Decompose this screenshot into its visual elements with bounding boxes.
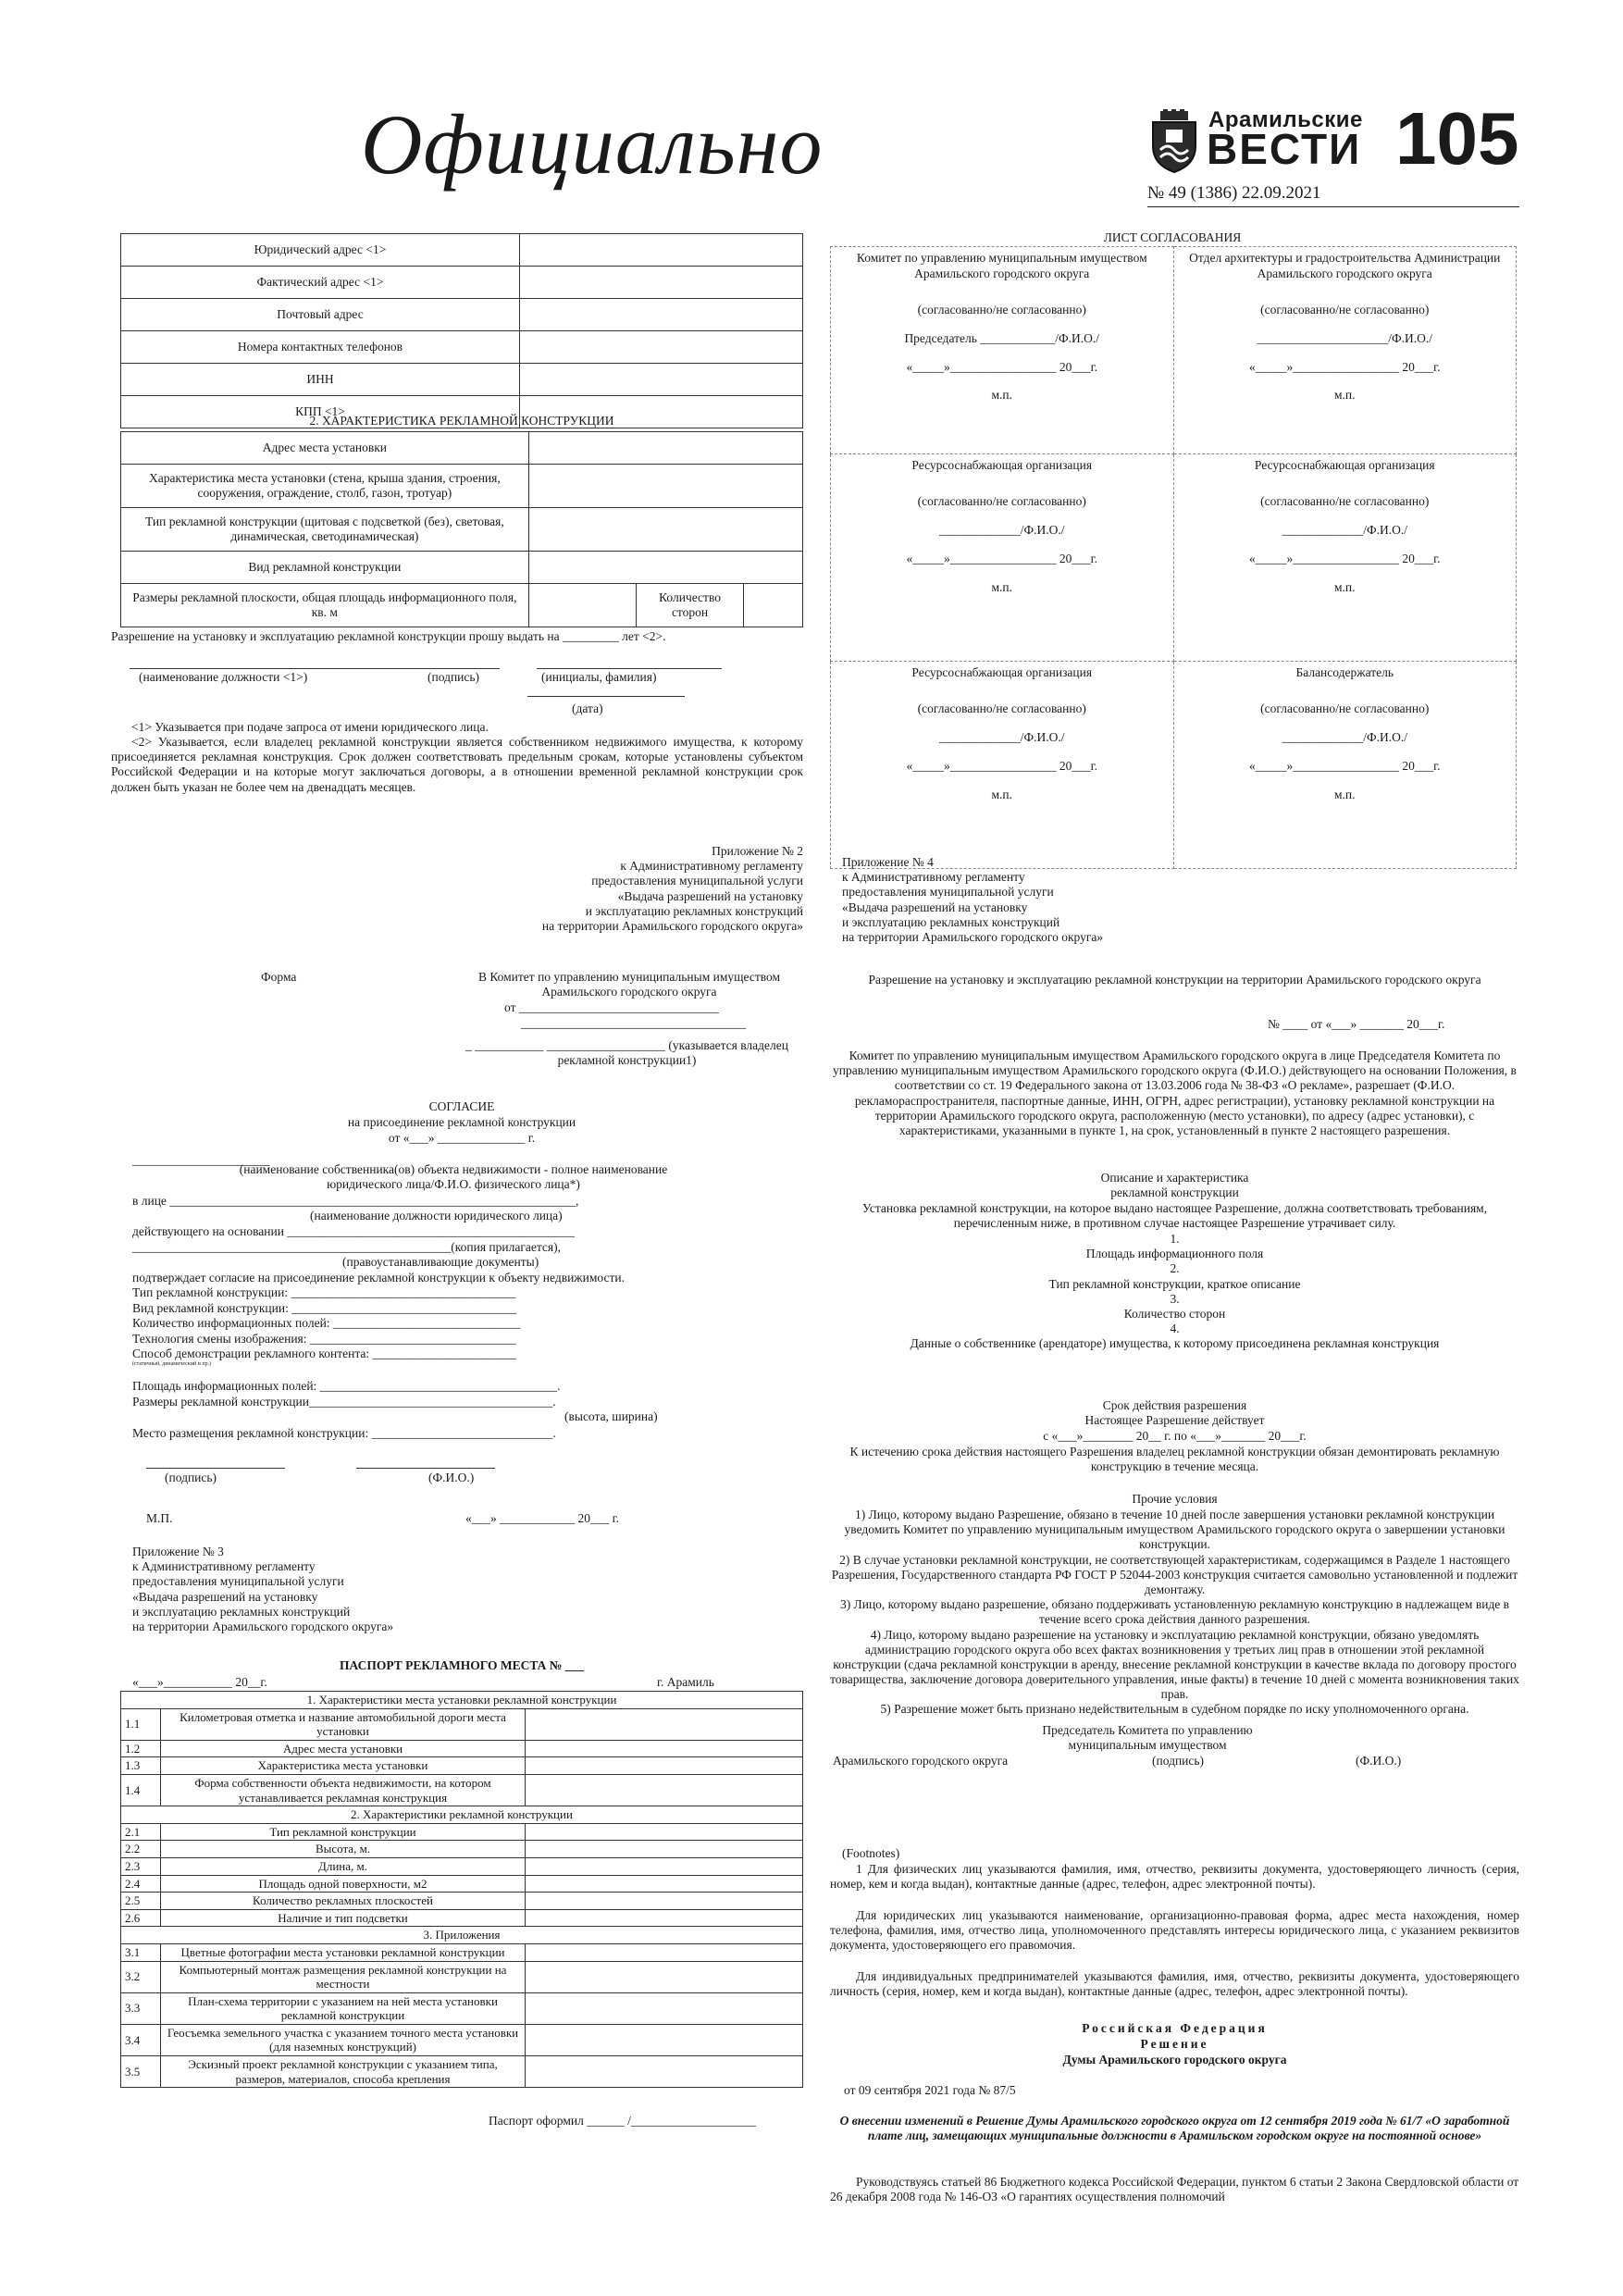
method-hint: (статичный, динамический и пр.) xyxy=(132,1361,212,1367)
condition-item: 3) Лицо, которому выдано разрешение, обязано поддерживать установленную рекламную конструкцию в надлежащем виде в течение всего срока действия данного разрешения. xyxy=(839,1597,1510,1627)
approval-stamp: м.п. xyxy=(1333,388,1356,403)
passport-row-label: Адрес места установки xyxy=(161,1740,526,1757)
passport-row-label: Характеристика места установки xyxy=(161,1757,526,1775)
masthead xyxy=(1147,97,1519,180)
signature-initials-caption: (инициалы, фамилия) xyxy=(541,670,657,684)
permit-body: Комитет по управлению муниципальным имуществом Арамильского городского округа в лице Председателя Комитета по управлению муниципальным имуществом Арамильского городского округа (Ф.И.О.) действующего на основании Положения, в соответствии со ст. 19 Федерального закона от 13.03.2006 года № 38-ФЗ «О рекламе», разрешает (Ф.И.О. рекламораспространителя, паспортные данные, ИНН, ОГРН, адрес регистрации), установку рекламной конструкции на территории Арамильского городского округа, расположенную (место установки), по адресу (адрес установки), с характеристиками, указанными в пункте 1, на срок, установленный в пункте 2 настоящего разрешения. xyxy=(833,1049,1517,1137)
passport-row-label: Площадь одной поверхности, м2 xyxy=(161,1875,526,1893)
chair-org: Арамильского городского округа xyxy=(833,1754,1009,1768)
passport-row xyxy=(121,1823,803,1841)
approval-org: Ресурсоснабжающая организация xyxy=(911,458,1093,472)
passport-row xyxy=(121,1909,803,1927)
passport-row-value xyxy=(526,1740,803,1757)
passport-row-label: Форма собственности объекта недвижимости, на котором устанавливается рекламная конструкция xyxy=(161,1774,526,1806)
chair-title: Председатель Комитета по управлению муниципальным имуществом xyxy=(1042,1723,1253,1753)
passport-row-number: 1.3 xyxy=(121,1757,161,1775)
passport-row-value xyxy=(526,1992,803,2024)
approval-stamp: м.п. xyxy=(1333,787,1356,801)
confirms-line: подтверждает согласие на присоединение рекламной конструкции к объекту недвижимости. xyxy=(132,1271,625,1285)
conditions-list xyxy=(830,1508,1519,1718)
passport-row-number: 3.4 xyxy=(121,2024,161,2055)
consent-field: Тип рекламной конструкции: ____________________________________ xyxy=(132,1285,516,1299)
passport-row-value xyxy=(526,1893,803,1910)
approval-org: Балансодержатель xyxy=(1295,665,1394,679)
approval-stamp: м.п. xyxy=(991,787,1013,801)
passport-row-value xyxy=(526,1708,803,1740)
in-face-line: в лице _________________________________________________________________, xyxy=(132,1194,579,1208)
owner-blank: ______________________ xyxy=(132,1153,270,1167)
passport-section-title: 2. Характеристики рекламной конструкции xyxy=(121,1806,803,1824)
construction-row-label: Вид рекламной конструкции xyxy=(121,552,529,584)
appendix-2-header: Приложение № 2 к Административному регламенту предоставления муниципальной услуги «Выдача разрешений на установку и эксплуатацию рекламных конструкций на территории Арамильского городского округа» xyxy=(541,844,803,933)
consent-fio-caption: (Ф.И.О.) xyxy=(428,1471,475,1484)
footnote-2: Для юридических лиц указываются наименование, организационно-правовая форма, адрес места нахождения, номер телефона, фамилия, имя, отчество лица, уполномоченного представлять интересы юридического лица, с указанием реквизитов документа, удостоверяющего его правомочия. xyxy=(830,1908,1519,1953)
passport-row-label: Цветные фотографии места установки рекламной конструкции xyxy=(161,1943,526,1961)
approval-cell xyxy=(831,662,1174,869)
passport-row-label: Километровая отметка и название автомобильной дороги места установки xyxy=(161,1708,526,1740)
approval-cell xyxy=(831,247,1174,454)
approval-cell xyxy=(1173,247,1517,454)
passport-row-number: 1.1 xyxy=(121,1708,161,1740)
construction-table xyxy=(120,431,803,627)
consent-field: Технология смены изображения: _________________________________ xyxy=(132,1332,516,1346)
decision-date: от 09 сентября 2021 года № 87/5 xyxy=(844,2083,1016,2097)
passport-row xyxy=(121,2056,803,2088)
section-2-title: 2. ХАРАКТЕРИСТИКА РЕКЛАМНОЙ КОНСТРУКЦИИ xyxy=(309,414,614,428)
condition-item: 5) Разрешение может быть признано недействительным в судебном порядке по иску уполномоченного органа. xyxy=(880,1702,1469,1717)
paper-name-small: Арамильские xyxy=(1208,107,1363,132)
passport-section-title: 3. Приложения xyxy=(121,1927,803,1944)
passport-row xyxy=(121,1757,803,1775)
passport-row-number: 3.1 xyxy=(121,1943,161,1961)
duma-heading: Думы Арамильского городского округа xyxy=(1062,2053,1287,2066)
consent-field: Способ демонстрации рекламного контента: _______________________ xyxy=(132,1347,516,1360)
passport-row xyxy=(121,1841,803,1858)
to-committee: В Комитет по управлению муниципальным имуществом Арамильского городского округа xyxy=(477,970,781,999)
applicant-table xyxy=(120,233,803,428)
passport-row xyxy=(121,1708,803,1740)
applicant-row-label: Номера контактных телефонов xyxy=(121,331,520,364)
footnotes-label: (Footnotes) xyxy=(842,1846,900,1860)
passport-table xyxy=(120,1691,803,2088)
approval-date: «_____»_________________ 20___г. xyxy=(1248,359,1441,374)
owner-indication: _ ___________ ___________________ (указывается владелец рекламной конструкции1) xyxy=(465,1038,788,1068)
applicant-row-label: ИНН xyxy=(121,364,520,396)
passport-date: «___»___________ 20__г. xyxy=(132,1675,267,1689)
mp-label: М.П. xyxy=(146,1511,173,1525)
term-dates: с «___»________ 20__ г. по «___»_______ 20___г. xyxy=(1043,1429,1307,1443)
approval-status: (согласованно/не согласованно) xyxy=(1260,493,1430,508)
passport-row xyxy=(121,1875,803,1893)
consent-sign-caption: (подпись) xyxy=(165,1471,217,1484)
construction-row-label: Тип рекламной конструкции (щитовая с подсветкой (без), световая, динамическая, светодинамическая) xyxy=(121,508,529,552)
passport-row-number: 3.5 xyxy=(121,2056,161,2088)
ls-title: ЛИСТ СОГЛАСОВАНИЯ xyxy=(1103,230,1242,244)
passport-row-value xyxy=(526,1841,803,1858)
approval-fio: _____________/Ф.И.О./ xyxy=(1282,729,1408,744)
approval-sheet xyxy=(830,246,1517,869)
decision-heading: Решение xyxy=(1140,2037,1209,2051)
passport-row-label: Тип рекламной конструкции xyxy=(161,1823,526,1841)
passport-row-value xyxy=(526,1774,803,1806)
description-items: 1. Площадь информационного поля 2. Тип рекламной конструкции, краткое описание 3. Количество сторон 4. Данные о собственнике (арендаторе) имущества, к которому присоединена рекламная конструкция xyxy=(910,1232,1440,1351)
signature-position-caption: (наименование должности <1>) xyxy=(139,670,308,684)
footnote-1: 1 Для физических лиц указываются фамилия, имя, отчество, реквизиты документа, удостоверяющего личность (серия, номер, кем и когда выдан), контактные данные (адрес, телефон, адрес электронной почты). xyxy=(830,1862,1519,1892)
passport-row-number: 2.4 xyxy=(121,1875,161,1893)
header-rule xyxy=(1147,206,1519,207)
passport-row xyxy=(121,1943,803,1961)
approval-cell xyxy=(1173,454,1517,662)
passport-row xyxy=(121,2024,803,2055)
passport-row-label: Высота, м. xyxy=(161,1841,526,1858)
condition-item: 1) Лицо, которому выдано Разрешение, обязано в течение 10 дней после завершения установки рекламной конструкции уведомить Комитет по управлению муниципальным имуществом Арамильского городского округа о завершении установки конструкции. xyxy=(844,1508,1505,1552)
signature-sign-caption: (подпись) xyxy=(427,670,480,684)
applicant-row-label: Почтовый адрес xyxy=(121,299,520,331)
passport-signed: Паспорт оформил ______ /____________________ xyxy=(489,2114,756,2128)
consent-field: Вид рекламной конструкции: ____________________________________ xyxy=(132,1301,517,1315)
approval-date: «_____»_________________ 20___г. xyxy=(906,758,1097,773)
copy-caption: (правоустанавливающие документы) xyxy=(342,1255,539,1269)
passport-row xyxy=(121,1992,803,2024)
consent-date: от «___» ______________ г. xyxy=(388,1131,536,1145)
applicant-row-label: КПП <1> xyxy=(121,396,520,428)
passport-row-number: 2.3 xyxy=(121,1857,161,1875)
construction-row-label: Адрес места установки xyxy=(121,432,529,465)
passport-row-value xyxy=(526,1875,803,1893)
condition-item: 4) Лицо, которому выдано разрешение на установку и эксплуатацию рекламной конструкции, обязано уведомлять администрацию городского округа обо всех фактах возникновения у третьих лиц прав в отношении этой рекламной конструкции (сдача рекламной конструкции в аренду, внесение рекламной конструкции в качестве вклада по договору простого товарищества, заключение договора доверительного управления, иные факты) в течение 10 дней с момента возникновения таких прав. xyxy=(830,1627,1519,1702)
approval-org: Комитет по управлению муниципальным имуществом Арамильского городского округа xyxy=(856,251,1147,280)
approval-date: «_____»_________________ 20___г. xyxy=(906,551,1097,565)
consent-subtitle: на присоединение рекламной конструкции xyxy=(347,1115,576,1129)
approval-stamp: м.п. xyxy=(991,579,1013,594)
term-body: К истечению срока действия настоящего Разрешения владелец рекламной конструкции обязан демонтировать рекламную конструкцию в течение месяца. xyxy=(849,1445,1500,1474)
passport-row-number: 3.2 xyxy=(121,1961,161,1992)
approval-status: (согласованно/не согласованно) xyxy=(917,701,1086,715)
applicant-row-label: Юридический адрес <1> xyxy=(121,234,520,267)
decision-body: Руководствуясь статьей 86 Бюджетного кодекса Российской Федерации, пунктом 6 статьи 2 Закона Свердловской области от 26 декабря 2008 года № 146-ОЗ «О гарантиях осуществления полномочий xyxy=(830,2175,1519,2204)
passport-row-number: 2.2 xyxy=(121,1841,161,1858)
term-title: Срок действия разрешения Настоящее Разрешение действует xyxy=(1084,1398,1265,1428)
passport-city: г. Арамиль xyxy=(657,1675,714,1689)
passport-row-label: Длина, м. xyxy=(161,1857,526,1875)
from-blank: ____________________________________ xyxy=(521,1016,746,1030)
passport-row-value xyxy=(526,1909,803,1927)
approval-fio: _____________/Ф.И.О./ xyxy=(938,729,1065,744)
coat-of-arms-icon xyxy=(1147,109,1201,174)
chair-fio-caption: (Ф.И.О.) xyxy=(1356,1754,1402,1768)
construction-row-label: Размеры рекламной плоскости, общая площадь информационного поля, кв. м xyxy=(121,584,529,627)
approval-fio: _____________/Ф.И.О./ xyxy=(1282,522,1408,537)
appendix-4-header: Приложение № 4 к Административному регламенту предоставления муниципальной услуги «Выдача разрешений на установку и эксплуатацию рекламных конструкций на территории Арамильского городского округа» xyxy=(842,855,1104,944)
approval-status: (согласованно/не согласованно) xyxy=(917,302,1086,316)
forma-label: Форма xyxy=(261,970,297,984)
passport-row-value xyxy=(526,1757,803,1775)
note-1: <1> Указывается при подаче запроса от имени юридического лица. xyxy=(131,720,489,734)
place-line: Место размещения рекламной конструкции: _____________________________. xyxy=(132,1426,556,1440)
approval-status: (согласованно/не согласованно) xyxy=(1260,302,1430,316)
passport-row-number: 1.4 xyxy=(121,1774,161,1806)
condition-item: 2) В случае установки рекламной конструкции, не соответствующей характеристикам, содержащимся в Разделе 1 настоящего Разрешения, Государственного стандарта РФ ГОСТ Р 52044-2003 конструкция считается самовольно установленной и подлежит демонтажу. xyxy=(831,1552,1518,1596)
passport-row-value xyxy=(526,1961,803,1992)
approval-date: «_____»_________________ 20___г. xyxy=(1248,758,1441,773)
approval-org: Отдел архитектуры и градостроительства Администрации Арамильского городского округа xyxy=(1189,251,1501,280)
owner-caption: (наименование собственника(ов) объекта недвижимости - полное наименование юридического лица/Ф.И.О. физического лица*) xyxy=(239,1162,668,1192)
consent-title: СОГЛАСИЕ xyxy=(428,1099,495,1113)
footnote-3: Для индивидуальных предпринимателей указываются фамилия, имя, отчество, реквизиты документа, удостоверяющего личность (серия, номер, кем и когда выдан), контактные данные (адрес, телефон, адрес электронной почты). xyxy=(830,1969,1519,1999)
basis-line: действующего на основании ______________________________________________ xyxy=(132,1224,575,1238)
approval-org: Ресурсоснабжающая организация xyxy=(911,665,1093,679)
passport-section-title: 1. Характеристики места установки рекламной конструкции xyxy=(121,1692,803,1709)
consent-sign-date: «___» ____________ 20___ г. xyxy=(465,1511,620,1525)
permit-number: № ____ от «___» _______ 20___г. xyxy=(1268,1017,1445,1031)
approval-fio: _____________________/Ф.И.О./ xyxy=(1257,330,1433,345)
passport-row-number: 1.2 xyxy=(121,1740,161,1757)
description-title: Описание и характеристика рекламной конструкции xyxy=(1100,1171,1249,1200)
passport-row-value xyxy=(526,1823,803,1841)
approval-status: (согласованно/не согласованно) xyxy=(1260,701,1430,715)
area-line: Площадь информационных полей: ______________________________________. xyxy=(132,1379,561,1393)
signature-date-caption: (дата) xyxy=(572,701,603,715)
in-face-caption: (наименование должности юридического лица) xyxy=(310,1209,563,1222)
passport-row-label: Компьютерный монтаж размещения рекламной конструкции на местности xyxy=(161,1961,526,1992)
approval-status: (согласованно/не согласованно) xyxy=(917,493,1086,508)
chair-sign-caption: (подпись) xyxy=(1152,1754,1205,1768)
sizes-line: Размеры рекламной конструкции_______________________________________. xyxy=(132,1395,556,1409)
approval-cell xyxy=(831,454,1174,662)
approval-org: Ресурсоснабжающая организация xyxy=(1254,458,1435,472)
approval-date: «_____»_________________ 20___г. xyxy=(1248,551,1441,565)
passport-row xyxy=(121,1857,803,1875)
approval-date: «_____»_________________ 20___г. xyxy=(906,359,1097,374)
section-title: Официально xyxy=(361,97,824,192)
passport-row-value xyxy=(526,1943,803,1961)
permit-request: Разрешение на установку и эксплуатацию рекламной конструкции прошу выдать на _________ лет <2>. xyxy=(111,629,666,643)
decision-title: О внесении изменений в Решение Думы Арамильского городского округа от 12 сентября 2019 года № 61/7 «О заработной плате лиц, замещающих муниципальные должности в Арамильском городском округе на постоянной основе» xyxy=(839,2114,1510,2143)
passport-row-label: Наличие и тип подсветки xyxy=(161,1909,526,1927)
applicant-row-label: Фактический адрес <1> xyxy=(121,267,520,299)
rf-heading: Российская Федерация xyxy=(1082,2021,1268,2035)
appendix-3-header: Приложение № 3 к Административному регламенту предоставления муниципальной услуги «Выдача разрешений на установку и эксплуатацию рекламных конструкций на территории Арамильского городского округа» xyxy=(132,1545,394,1633)
sides-count-label: Количество сторон xyxy=(636,584,743,627)
other-conditions-title: Прочие условия xyxy=(1132,1492,1218,1506)
passport-row-number: 2.6 xyxy=(121,1909,161,1927)
passport-row-number: 3.3 xyxy=(121,1992,161,2024)
passport-row xyxy=(121,1774,803,1806)
note-2: <2> Указывается, если владелец рекламной конструкции является собственником недвижимого имущества, к которому присоединяется рекламная конструкция. Срок должен соответствовать предельным срокам, которые установлены субъектом Российской Федерации и на которые могут заключаться договоры, а в отношении временной рекламной конструкции срок должен быть указан не более чем на двенадцать месяцев. xyxy=(111,735,803,794)
sizes-caption: (высота, ширина) xyxy=(564,1409,658,1423)
issue-line: № 49 (1386) 22.09.2021 xyxy=(1147,183,1321,203)
consent-field: Количество информационных полей: ______________________________ xyxy=(132,1316,521,1330)
permit-title: Разрешение на установку и эксплуатацию рекламной конструкции на территории Арамильского городского округа xyxy=(868,973,1481,987)
copy-line: ___________________________________________________(копия прилагается), xyxy=(132,1240,561,1254)
passport-row-value xyxy=(526,2056,803,2088)
construction-row-label: Характеристика места установки (стена, крыша здания, строения, сооружения, ограждение, столб, газон, тротуар) xyxy=(121,465,529,508)
approval-cell xyxy=(1173,662,1517,869)
description-body: Установка рекламной конструкции, на которое выдано настоящее Разрешение, должна соответствовать требованиям, перечисленным ниже, в противном случае настоящее Разрешение утрачивает силу. xyxy=(861,1201,1488,1231)
page-number: 105 xyxy=(1395,97,1519,180)
paper-name-big: ВЕСТИ xyxy=(1207,125,1362,173)
passport-row-value xyxy=(526,2024,803,2055)
passport-row-label: Количество рекламных плоскостей xyxy=(161,1893,526,1910)
passport-title: ПАСПОРТ РЕКЛАМНОГО МЕСТА № ___ xyxy=(340,1658,584,1672)
passport-row-label: План-схема территории с указанием на ней места установки рекламной конструкции xyxy=(161,1992,526,2024)
passport-row-number: 2.1 xyxy=(121,1823,161,1841)
passport-row xyxy=(121,1893,803,1910)
approval-fio: Председатель ____________/Ф.И.О./ xyxy=(904,330,1100,345)
approval-fio: _____________/Ф.И.О./ xyxy=(938,522,1065,537)
passport-row-label: Эскизный проект рекламной конструкции с указанием типа, размеров, материалов, способа крепления xyxy=(161,2056,526,2088)
passport-row xyxy=(121,1961,803,1992)
approval-stamp: м.п. xyxy=(1333,579,1356,594)
from-line: от ________________________________ xyxy=(504,1000,719,1014)
passport-row-value xyxy=(526,1857,803,1875)
passport-row-number: 2.5 xyxy=(121,1893,161,1910)
approval-stamp: м.п. xyxy=(991,388,1013,403)
passport-row-label: Геосъемка земельного участка с указанием точного места установки (для наземных конструкций) xyxy=(161,2024,526,2055)
passport-row xyxy=(121,1740,803,1757)
